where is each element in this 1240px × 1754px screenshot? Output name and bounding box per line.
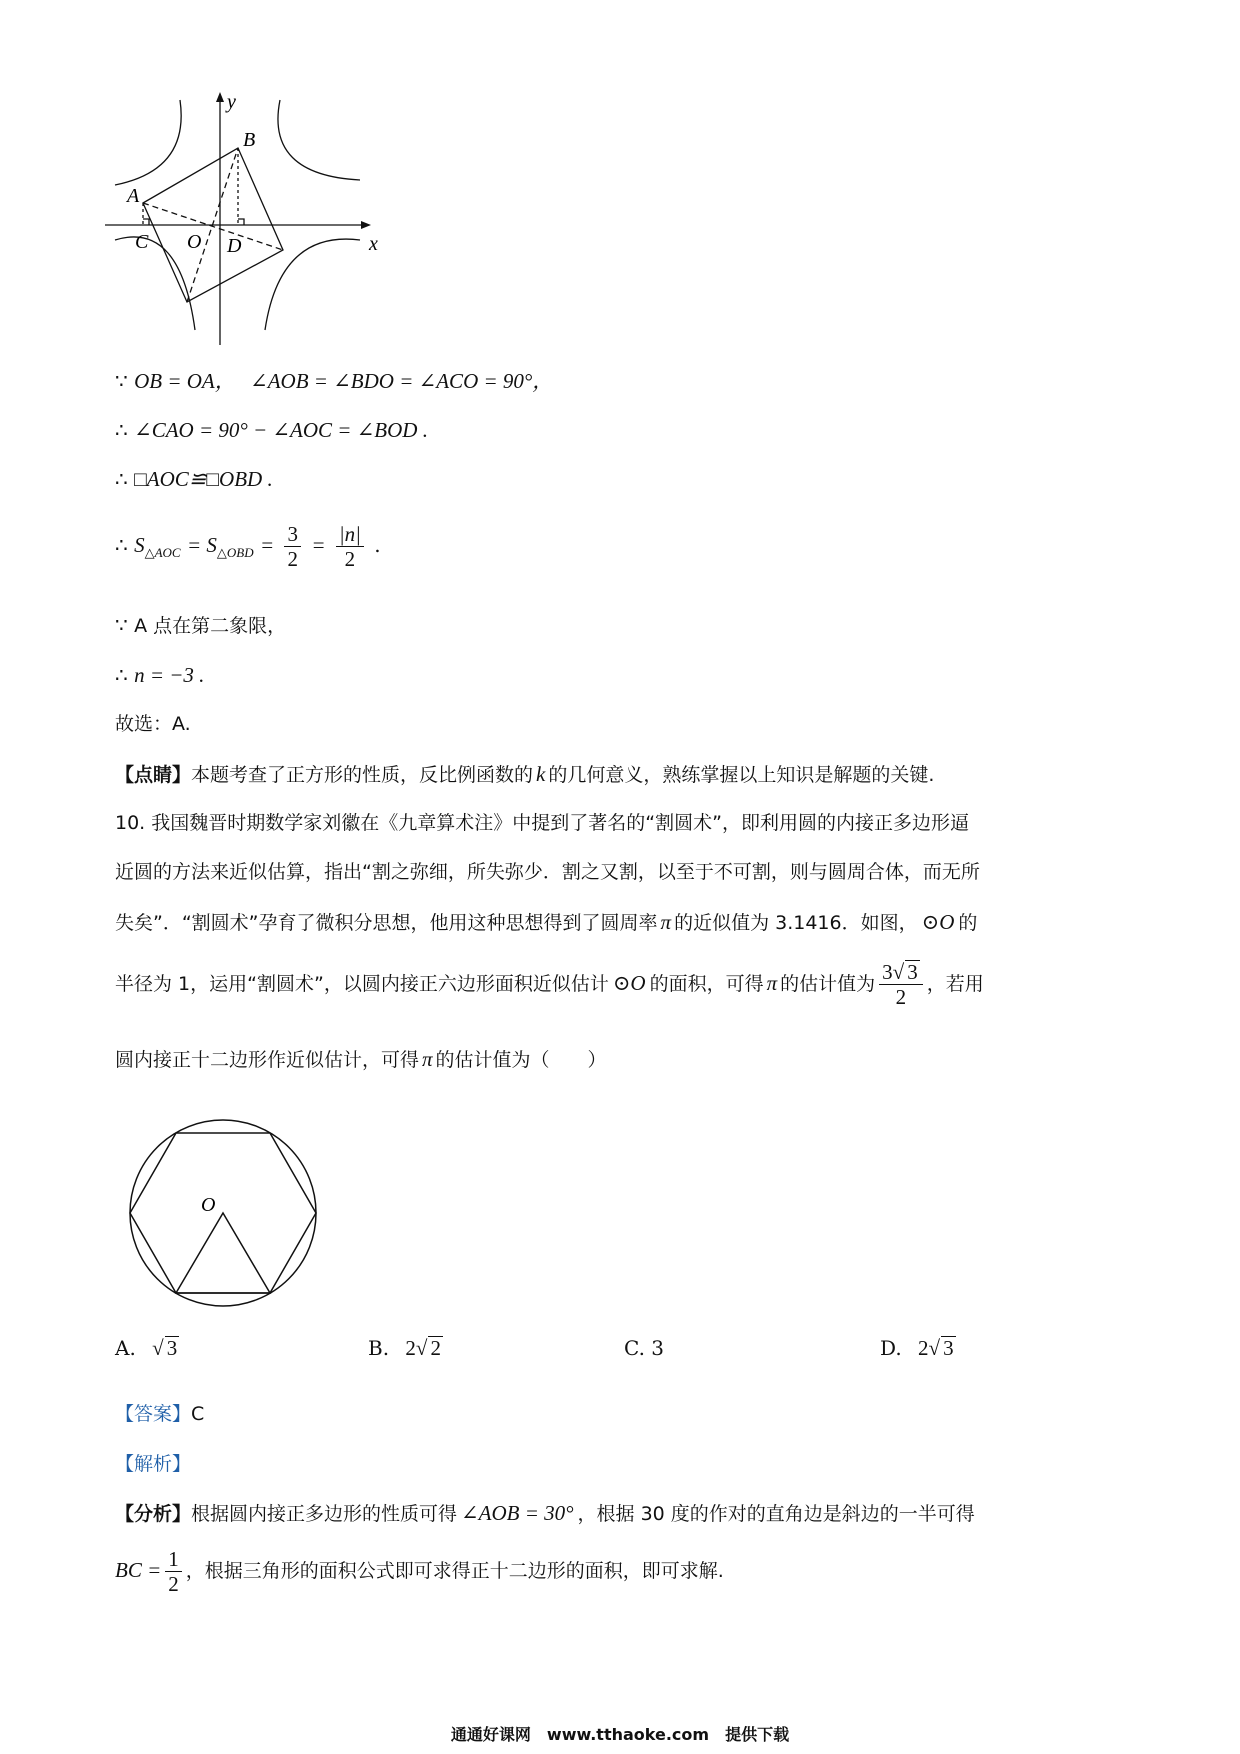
q10-line-5: 圆内接正十二边形作近似估计，可得 π 的估计值为（ ） [115, 1047, 607, 1071]
proof-text: ∠CAO = 90° − ∠AOC = ∠BOD . [134, 418, 428, 442]
proof-line-1 [115, 368, 553, 394]
comment-text: 本题考查了正方形的性质，反比例函数的 [191, 764, 534, 786]
q10-line-4: 半径为 1，运用“割圆术”，以圆内接正六边形面积近似估计 ⊙O 的面积，可得 π 的估计值为 $\frac{3√ 3}{2}$ ，若用 [115, 960, 984, 1009]
subscript: △AOC [144, 545, 181, 560]
label-b: B [243, 129, 256, 151]
coordinate-figure [105, 90, 385, 350]
question-text: 的估计值为 [780, 973, 876, 995]
proof-line-3 [115, 466, 273, 492]
proof-text: = [311, 533, 326, 557]
fraction: $\frac{3}{2}$ [284, 522, 301, 571]
label-c: C [135, 231, 149, 253]
area-symbol: S [134, 533, 145, 557]
question-text: ，若用 [926, 973, 984, 995]
because-symbol: ∵ [115, 613, 128, 637]
label-o: O [201, 1194, 216, 1216]
proof-text: . [374, 533, 381, 557]
fenxi-text: ，根据 30 度的作对的直角边是斜边的一半可得 [577, 1503, 975, 1525]
hexagon-figure [125, 1115, 325, 1315]
analysis-line [115, 1451, 191, 1477]
label-y: y [227, 91, 236, 113]
subscript: △OBD [216, 545, 254, 560]
fenxi-line-1: 【分析】根据圆内接正多边形的性质可得 ∠AOB = 30° ，根据 30 度的作对的直角边是斜边的一半可得 [115, 1501, 975, 1525]
question-text: 的近似值为 3.1416．如图， [674, 912, 918, 934]
question-text: 的面积，可得 [649, 973, 764, 995]
question-text: 10. 我国魏晋时期数学家刘徽在《九章算术注》中提到了著名的“割圆术”，即利用圆的内接正多边形逼 [115, 812, 969, 834]
option-a[interactable]: A. √ 3 [115, 1336, 178, 1360]
analysis-tag: 【解析】 [115, 1453, 192, 1475]
proof-text: □AOC≌□OBD . [134, 467, 273, 491]
because-symbol: ∵ [115, 369, 128, 393]
fenxi-text: 根据圆内接正多边形的性质可得 [191, 1503, 458, 1525]
fraction: $\frac{1}{2}$ [165, 1547, 182, 1596]
proof-line-6 [115, 662, 204, 688]
comment-tag: 【点睛】 [115, 764, 192, 786]
proof-text: OB = OA， [134, 369, 236, 393]
answer-line [115, 1401, 204, 1427]
proof-text: A 点在第二象限， [134, 615, 287, 637]
q10-line-1 [115, 810, 969, 836]
answer-tag: 【答案】 [115, 1403, 192, 1425]
fenxi-text: ，根据三角形的面积公式即可求得正十二边形的面积，即可求解. [185, 1560, 724, 1582]
proof-line-4 [115, 522, 381, 571]
fraction: $\frac{|n|}{2}$ [336, 522, 364, 571]
comment-text: 的几何意义，熟练掌握以上知识是解题的关键. [548, 764, 935, 786]
question-text: 的 [958, 912, 978, 934]
option-c[interactable]: C. 3 [624, 1336, 665, 1360]
question-text: 半径为 1，运用“割圆术”，以圆内接正六边形面积近似估计 [115, 973, 609, 995]
choice-statement: 故选：A. [115, 713, 191, 735]
proof-text: = S [186, 533, 217, 557]
therefore-symbol: ∴ [115, 467, 128, 491]
comment-line: 【点睛】本题考查了正方形的性质，反比例函数的 k 的几何意义，熟练掌握以上知识是解题的关键. [115, 762, 935, 786]
question-text: 的估计值为（ ） [435, 1049, 607, 1071]
proof-text: ∠AOB = ∠BDO = ∠ACO = 90°， [250, 369, 554, 393]
q10-line-3: 失矣”．“割圆术”孕育了微积分思想，他用这种思想得到了圆周率 π 的近似值为 3.1416．如图， ⊙O 的 [115, 910, 978, 934]
label-a: A [127, 185, 140, 207]
q10-line-2 [115, 859, 980, 885]
option-b[interactable]: B. 2√ 2 [368, 1336, 441, 1360]
answer-value: C [191, 1403, 205, 1425]
page-footer: 通通好课网 www.tthaoke.com 提供下载 [450, 1725, 790, 1744]
label-d: D [227, 235, 242, 257]
question-text: 失矣”．“割圆术”孕育了微积分思想，他用这种思想得到了圆周率 [115, 912, 658, 934]
fenxi-tag: 【分析】 [115, 1503, 192, 1525]
question-text: 近圆的方法来近似估算，指出“割之弥细，所失弥少．割之又割，以至于不可割，则与圆周合体，而无所 [115, 861, 980, 883]
label-x: x [369, 233, 378, 255]
proof-text: = [259, 533, 275, 557]
proof-line-5 [115, 612, 286, 639]
fenxi-line-2: BC = $\frac{1}{2}$ ，根据三角形的面积公式即可求得正十二边形的面积，即可求解. [115, 1547, 724, 1596]
label-o: O [187, 231, 202, 253]
proof-text: n = −3 . [134, 663, 205, 687]
therefore-symbol: ∴ [115, 533, 128, 557]
question-text: 圆内接正十二边形作近似估计，可得 [115, 1049, 420, 1071]
fraction: $\frac{3√ 3}{2}$ [879, 960, 923, 1009]
therefore-symbol: ∴ [115, 663, 128, 687]
option-d[interactable]: D. 2√ 3 [880, 1336, 954, 1360]
therefore-symbol: ∴ [115, 418, 128, 442]
proof-line-2 [115, 417, 428, 443]
proof-line-7 [115, 711, 191, 737]
